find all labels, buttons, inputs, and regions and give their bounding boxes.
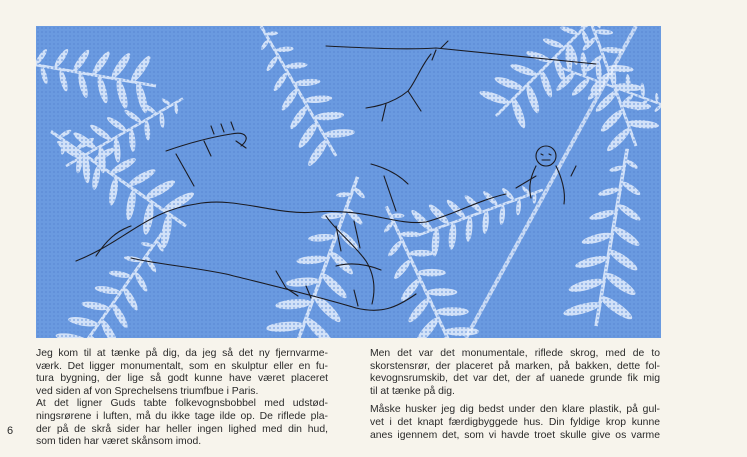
text-line: anes igennem det, som vi havde troet skulle give os varme — [370, 429, 660, 441]
text-line: som tiden har været skånsom imod. — [36, 436, 202, 448]
text-line: Men det var det monumentale, riflede skrog, med de to — [370, 348, 660, 359]
illustration-svg — [36, 26, 661, 338]
text-line: der på de skrå sider har heller ingen lighed med din hud, — [36, 423, 328, 435]
fern-sketch-illustration — [36, 26, 661, 338]
text-line: kevognsrumskib, det var det, der af uanede grunde fik mig — [370, 373, 660, 385]
right-text-column — [370, 348, 660, 442]
left-text-column — [36, 348, 328, 449]
page-number: 6 — [7, 425, 14, 437]
right-paragraph-1 — [370, 348, 660, 398]
text-line: ved siden af von Sprechelsens triumfbue i Paris. — [36, 385, 259, 397]
right-paragraph-2 — [370, 404, 660, 442]
text-line: tura bygning, der lige så godt kunne have været placeret — [36, 373, 328, 385]
text-line: ningsrørene i luften, må du ikke tage ilde op. De riflede pla- — [36, 410, 328, 422]
left-paragraph — [36, 348, 328, 449]
text-line: værk. Det ligger monumentalt, som en skulptur eller en fu- — [36, 360, 328, 372]
text-line: At det ligner Guds tabte folkevognsbobbel med udstød- — [36, 398, 328, 410]
text-line: vet i det knapt færdigbyggede hus. Din fyldige krop kunne — [370, 416, 660, 428]
text-line: til at tænke på dig. — [370, 385, 455, 397]
text-line: skorstensrør, der placeret på marken, på bakken, dette fol- — [370, 360, 660, 372]
text-line: Jeg kom til at tænke på dig, da jeg så det ny fjernvarme- — [36, 348, 328, 359]
text-line: Måske husker jeg dig bedst under den klare plastik, på gul- — [370, 404, 660, 416]
